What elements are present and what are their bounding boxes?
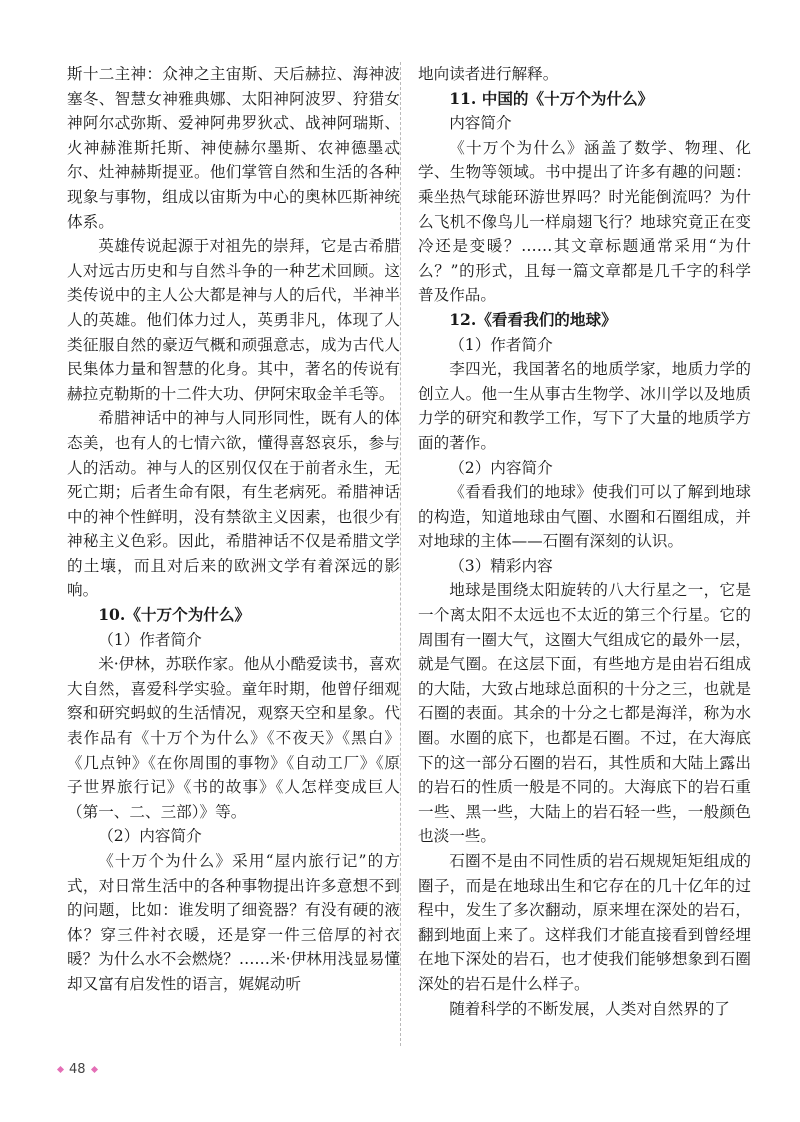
paragraph-greek-gods-traits: 希腊神话中的神与人同形同性，既有人的体态美，也有人的七情六欲，懂得喜怒哀乐，参与人的活动。神与人的区别仅仅在于前者永生，无死亡期；后者生命有限，有生老病死。希腊神话中的神个性鲜明，没有禁欲主义因素，也很少有神秘主义色彩。因此，希腊神话不仅是希腊文学的土壤，而且对后来的欧洲文学有着深远的影响。 [67, 409, 400, 600]
right-column [418, 62, 751, 1021]
subheading-content-intro-12: （2）内容简介 [449, 458, 553, 477]
paragraph-twelve-olympians: 斯十二主神：众神之主宙斯、天后赫拉、海神波塞冬、智慧女神雅典娜、太阳神阿波罗、狩猎女神阿尔忒弥斯、爱神阿弗罗狄忒、战神阿瑞斯、火神赫淮斯托斯、神使赫尔墨斯、农神德墨忒尔、灶神赫斯提亚。他们掌管自然和生活的各种现象与事物，组成以宙斯为中心的奥林匹斯神统体系。 [67, 65, 400, 231]
paragraph-continuation: 地向读者进行解释。 [418, 65, 559, 83]
heading-section-11: 11. 中国的《十万个为什么》 [449, 88, 654, 108]
page-number: 48 [69, 1062, 86, 1077]
diamond-icon [91, 1066, 98, 1073]
subheading-content-intro-10: （2）内容简介 [98, 827, 202, 846]
paragraph-science-development: 随着科学的不断发展，人类对自然界的了 [449, 999, 730, 1018]
paragraph-ilin-author: 米·伊林，苏联作家。他从小酷爱读书，喜欢大自然，喜爱科学实验。童年时期，他曾仔细观察和研究蚂蚁的生活情况，观察天空和星象。代表作品有《十万个为什么》《不夜天》《黑白》《几点钟》《在你周围的事物》《自动工厂》《原子世界旅行记》《书的故事》《人怎样变成巨人（第一、二、三部）》等。 [67, 655, 400, 821]
heading-section-10: 10.《十万个为什么》 [98, 605, 251, 625]
subheading-author-intro-12: （1）作者简介 [449, 335, 553, 354]
paragraph-lithosphere: 石圈不是由不同性质的岩石规规矩矩组成的圈子，而是在地球出生和它存在的几十亿年的过程中，发生了多次翻动，原来埋在深处的岩石，翻到地面上来了。这样我们才能直接看到曾经埋在地下深处的岩石，也才使我们能够想象到石圈深处的岩石是什么样子。 [418, 852, 751, 993]
heading-section-12: 12.《看看我们的地球》 [449, 309, 617, 329]
paragraph-earth-layers: 地球是围绕太阳旋转的八大行星之一，它是一个离太阳不太远也不太近的第三个行星。它的周围有一圈大气，这圈大气组成它的最外一层，就是气圈。在这层下面，有些地方是由岩石组成的大陆，大致占地球总面积的十分之三，也就是石圈的表面。其余的十分之七都是海洋，称为水圈。水圈的底下，也都是石圈。不过，在大海底下的这一部分石圈的岩石，其性质和大陆上露出的岩石的性质一般是不同的。大海底下的岩石重一些、黑一些，大陆上的岩石轻一些，一般颜色也淡一些。 [418, 581, 751, 846]
column-divider [400, 62, 401, 1046]
subheading-content-intro-11: 内容简介 [449, 114, 512, 133]
paragraph-earth-book-content: 《看看我们的地球》使我们可以了解到地球的构造，知道地球由气圈、水圈和石圈组成，并对地球的主体——石圈有深刻的认识。 [418, 483, 751, 551]
paragraph-hero-legends: 英雄传说起源于对祖先的崇拜，它是古希腊人对远古历史和与自然斗争的一种艺术回顾。这类传说中的主人公大都是神与人的后代，半神半人的英雄。他们体力过人，英勇非凡，体现了人类征服自然的豪迈气概和顽强意志，成为古代人民集体力量和智慧的化身。其中，著名的传说有赫拉克勒斯的十二件大功、伊阿宋取金羊毛等。 [67, 237, 400, 403]
paragraph-chinese-100000-why: 《十万个为什么》涵盖了数学、物理、化学、生物等领域。书中提出了许多有趣的问题：乘坐热气球能环游世界吗？时光能倒流吗？为什么飞机不像鸟儿一样扇翅飞行？地球究竟正在变冷还是变暖？……其文章标题通常采用“为什么？”的形式，且每一篇文章都是几千字的科学普及作品。 [418, 138, 751, 305]
page-footer [58, 1062, 97, 1077]
diamond-icon [57, 1066, 64, 1073]
subheading-author-intro-10: （1）作者简介 [98, 630, 202, 649]
paragraph-li-siguang: 李四光，我国著名的地质学家，地质力学的创立人。他一生从事古生物学、冰川学以及地质力学的研究和教学工作，写下了大量的地质学方面的著作。 [418, 360, 751, 452]
paragraph-ilin-content: 《十万个为什么》采用“屋内旅行记”的方式，对日常生活中的各种事物提出许多意想不到的问题，比如：谁发明了细瓷器？有没有硬的液体？穿三件衬衣暖，还是穿一件三倍厚的衬衣暖？为什么水不会燃烧？……米·伊林用浅显易懂却又富有启发性的语言，娓娓动听 [67, 852, 400, 993]
left-column [67, 62, 400, 997]
subheading-highlights-12: （3）精彩内容 [449, 556, 553, 575]
